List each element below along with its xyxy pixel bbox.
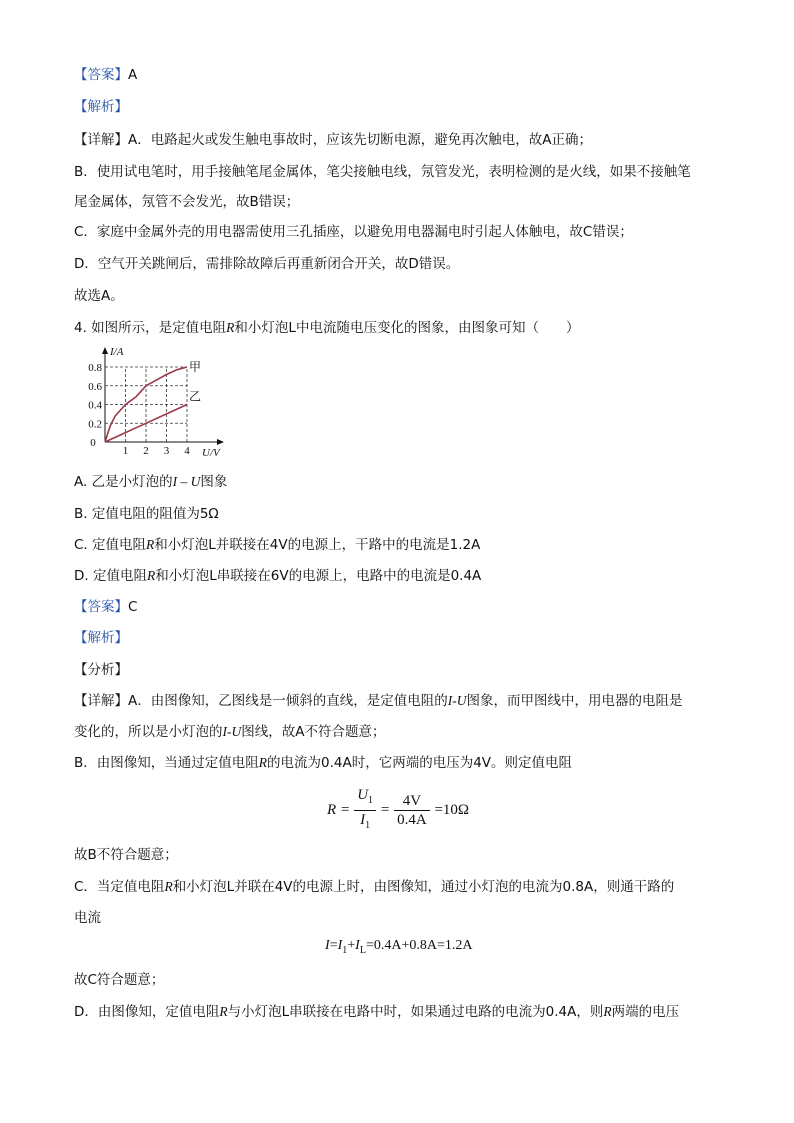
x-tick-label: 3 <box>163 445 170 457</box>
q4-detail-c2: 电流 <box>74 910 101 926</box>
d1-r2: R <box>603 1004 612 1019</box>
option-c-r: R <box>146 537 155 552</box>
eq-equals: = <box>340 802 350 818</box>
x-tick-label: 2 <box>143 445 149 457</box>
eq2-i1: I <box>337 938 343 953</box>
answer-line <box>74 65 137 85</box>
detail-a <box>74 130 592 150</box>
detail-a-text: A．电路起火或发生触电事故时，应该先切断电源，避免再次触电，故A正确； <box>128 132 592 148</box>
eq-num: 4V <box>394 792 430 811</box>
equation-current <box>325 938 472 956</box>
eq2-i: I <box>325 938 330 953</box>
eq-i-sub: 1 <box>365 820 371 831</box>
eq2-subl: L <box>359 944 366 956</box>
detail-d: D．空气开关跳闸后，需排除故障后再重新闭合开关，故D错误。 <box>74 256 460 272</box>
a1-iu: I-U <box>447 693 467 708</box>
c1-r: R <box>164 879 173 894</box>
q4-detail-a1 <box>74 691 683 711</box>
a2-iu: I-U <box>222 724 242 739</box>
b1-suffix: 的电流为0.4A时，它两端的电压为4V。则定值电阻 <box>267 755 573 771</box>
a2-suffix: 图线，故A不符合题意； <box>241 724 386 740</box>
y-tick-label: 0.8 <box>88 362 102 374</box>
option-a-prefix: A. 乙是小灯泡的 <box>74 474 173 490</box>
stem-prefix: 4. 如图所示，是定值电阻 <box>74 320 227 336</box>
equation-resistance <box>327 786 469 835</box>
q4-fenxi-tag: 【分析】 <box>74 662 128 678</box>
chart-axes <box>102 347 224 445</box>
answer-tag: 【答案】 <box>74 67 128 83</box>
q4-analysis-tag <box>74 628 128 648</box>
eq-result: =10Ω <box>434 802 470 818</box>
iu-chart <box>72 343 232 463</box>
detail-c: C．家庭中金属外壳的用电器需使用三孔插座，以避免用电器漏电时引起人体触电，故C错误； <box>74 224 633 240</box>
eq-den: 0.4A <box>397 812 427 828</box>
d1-r: R <box>219 1004 228 1019</box>
q4-answer-tag: 【答案】 <box>74 599 128 615</box>
detail-b-line1: B．使用试电笔时，用手接触笔尾金属体，笔尖接触电线，氖管发光，表明检测的是火线，如果不接触笔 <box>74 164 691 180</box>
series-label-2: 乙 <box>189 389 202 404</box>
y-tick-label: 0.4 <box>88 399 102 412</box>
stem-r: R <box>226 320 235 335</box>
q4-detail-tag: 【详解】 <box>74 693 128 709</box>
b1-prefix: B．由图像知，当通过定值电阻 <box>74 755 259 771</box>
y-axis-arrow <box>102 347 108 354</box>
eq2-eq: = <box>329 938 338 953</box>
option-c-suffix: 和小灯泡L并联接在4V的电源上，干路中的电流是1.2A <box>154 537 481 553</box>
x-tick-label: 4 <box>184 445 190 457</box>
y-tick-label: 0.6 <box>88 380 102 393</box>
choose-line: 故选A。 <box>74 288 124 304</box>
eq2-plus: + <box>347 938 356 953</box>
q4-b-end: 故B不符合题意； <box>74 847 178 863</box>
c1-prefix: C．当定值电阻 <box>74 879 165 895</box>
q4-answer-value: C <box>128 599 138 615</box>
q4-detail-d1 <box>74 1002 679 1022</box>
y-tick-label: 0.2 <box>88 418 102 431</box>
option-d <box>74 566 481 586</box>
option-a-suffix: 图象 <box>200 474 228 490</box>
a2-prefix: 变化的，所以是小灯泡的 <box>74 724 223 740</box>
option-a <box>74 472 227 492</box>
y-axis-label: I/A <box>110 346 124 358</box>
a1-suffix: 图象，而甲图线中，用电器的电阻是 <box>466 693 683 709</box>
eq-fraction-numeric <box>394 792 430 829</box>
option-d-suffix: 和小灯泡L串联接在6V的电源上，电路中的电流是0.4A <box>155 568 482 584</box>
option-d-prefix: D. 定值电阻 <box>74 568 147 584</box>
eq-i: I <box>360 812 366 828</box>
eq-u: U <box>357 787 369 803</box>
question-4-stem <box>74 318 579 338</box>
q4-detail-a2 <box>74 722 386 742</box>
analysis-tag <box>74 97 128 117</box>
option-c <box>74 535 480 555</box>
origin-label: 0 <box>90 437 96 449</box>
answer-value: A <box>128 67 138 83</box>
q4-c-end: 故C符合题意； <box>74 972 165 988</box>
eq-equals-2: = <box>380 802 390 818</box>
x-axis-arrow <box>217 439 224 445</box>
a1-prefix: A．由图像知，乙图线是一倾斜的直线，是定值电阻的 <box>128 693 448 709</box>
option-c-prefix: C. 定值电阻 <box>74 537 147 553</box>
detail-tag: 【详解】 <box>74 132 128 148</box>
eq2-sub1: 1 <box>342 944 348 956</box>
detail-b-line2: 尾金属体，氖管不会发光，故B错误； <box>74 194 300 210</box>
c1-suffix: 和小灯泡L并联在4V的电源上时，由图像知，通过小灯泡的电流为0.8A，则通干路的 <box>172 879 675 895</box>
stem-mid: 和小灯泡L中电流随电压变化的图象，由图象可知（ ） <box>234 320 580 336</box>
eq2-il: I <box>355 938 360 953</box>
d1-prefix: D．由图像知，定值电阻 <box>74 1004 220 1020</box>
q4-answer-line <box>74 597 137 617</box>
x-tick-label: 1 <box>122 445 129 457</box>
b1-r: R <box>258 755 268 770</box>
option-b: B. 定值电阻的阻值为5Ω <box>74 506 219 522</box>
q4-detail-b1 <box>74 753 572 773</box>
series-label-1: 甲 <box>189 360 202 374</box>
eq-r: R <box>327 802 337 818</box>
q4-detail-c1 <box>74 877 674 897</box>
q4-analysis-tag-text: 【解析】 <box>74 630 128 646</box>
eq-u-sub: 1 <box>368 795 374 806</box>
eq-fraction-symbolic <box>354 786 376 835</box>
d1-suffix: 两端的电压 <box>611 1004 680 1020</box>
option-a-formula: I – U <box>172 474 201 489</box>
analysis-tag-text: 【解析】 <box>74 99 128 115</box>
x-axis-label: U/V <box>202 447 220 459</box>
chart-grid <box>105 367 187 442</box>
d1-mid: 与小灯泡L串联接在电路中时，如果通过电路的电流为0.4A，则 <box>227 1004 604 1020</box>
eq2-rest: =0.4A+0.8A=1.2A <box>365 938 473 953</box>
option-d-r: R <box>146 568 156 583</box>
